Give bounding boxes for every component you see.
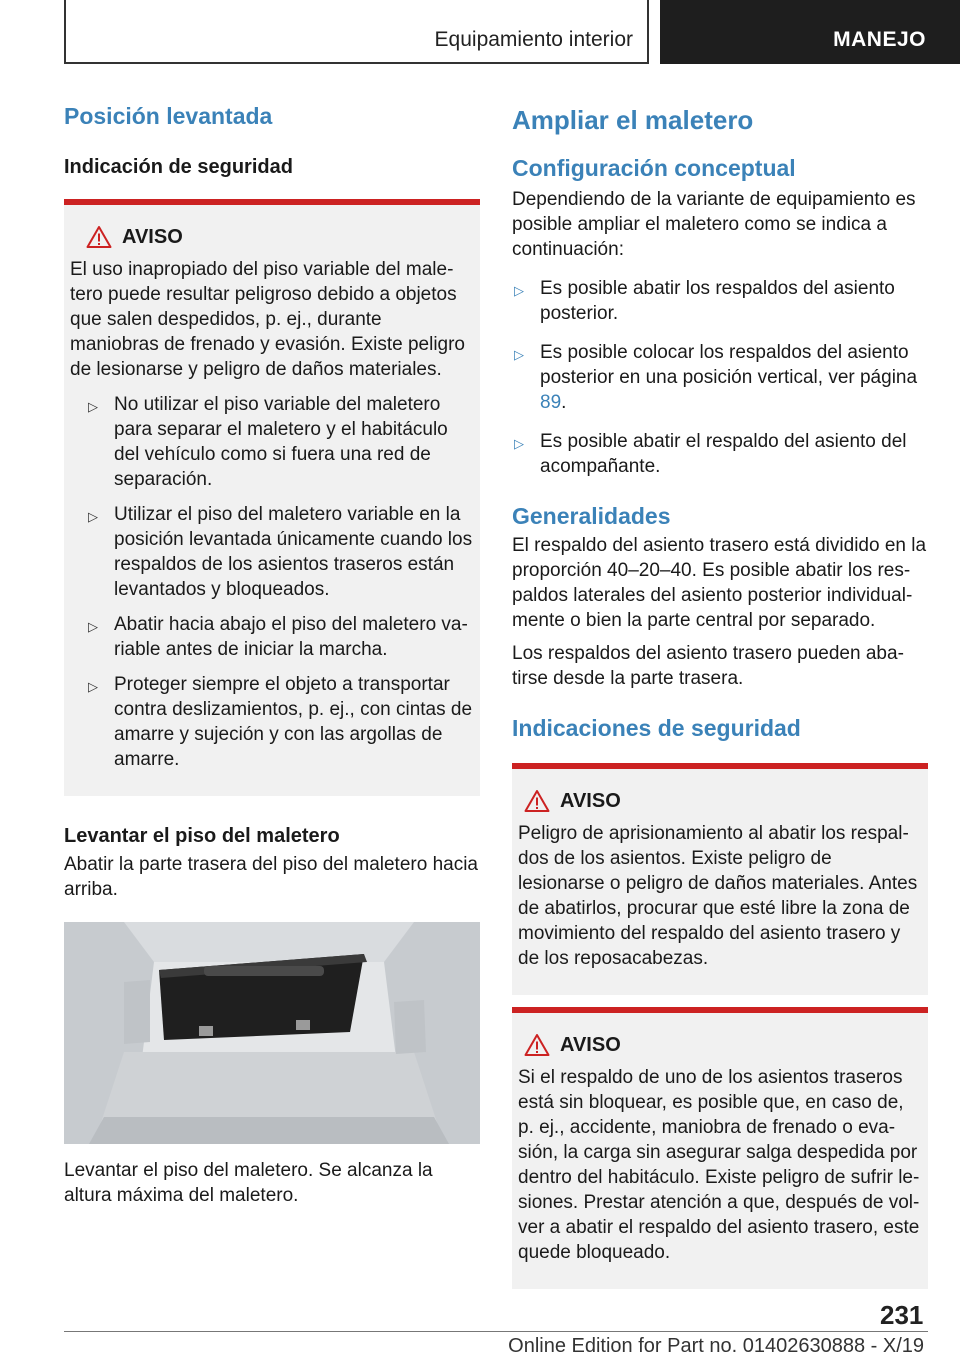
list-item: ▷ Es posible abatir el respaldo del asiento del acompañante. [514,431,907,477]
enlarge-options-list [512,276,928,479]
warning-label: AVISO [560,789,621,812]
triangle-bullet-icon: ▷ [88,679,98,694]
warning-box-right-1 [512,763,928,995]
trunk-floor-drawing [64,922,480,1144]
raise-floor-text: Abatir la parte trasera del piso del maletero hacia arriba. [64,854,479,900]
warning-header [86,225,474,249]
warning-list [86,392,474,772]
left-column [64,95,480,1208]
general-text-2: Los respaldos del asiento trasero pueden abatirse desde la parte trasera. [512,643,904,689]
warning-text: El uso inapropiado del piso variable del maletero puede resultar peligroso debido a objetos que salen despedidos, p. ej., durante maniobras de frenado y evasión. Existe peligro de lesionarse y peligro de daños materiales. [70,259,466,380]
safety-note-heading: Indicación de seguridad [64,156,293,178]
triangle-bullet-icon: ▷ [88,619,98,634]
enlarge-trunk-heading: Ampliar el maletero [512,105,754,135]
warning-label: AVISO [560,1033,621,1056]
warning-header [524,789,922,813]
page-number: 231 [880,1300,924,1330]
warning-triangle-icon [524,789,550,813]
warning-triangle-icon [86,225,112,249]
warning-triangle-icon [524,1033,550,1057]
warning-text: Peligro de aprisionamiento al abatir los respaldos de los asientos. Existe peligro de lesionarse o peligro de daños materiales. Antes de abatirlos, procurar que esté libre la zona de movimiento del respaldo del asiento trasero y de los reposacabezas. [518,823,918,969]
warning-text: Si el respaldo de uno de los asientos traseros está sin bloquear, es posible que, en caso de, p. ej., accidente, maniobra de frenado o evasión, la carga sin asegurar salga despedida por dentro del habitáculo. Existe peligro de sufrir lesiones. Prestar atención a que, después de volver a abatir el respaldo del asiento trasero, este quede bloqueado. [518,1067,920,1263]
list-item: ▷ Proteger siempre el objeto a transportar contra deslizamientos, p. ej., con cintas de amarre y sujeción y con las argollas de amarre. [88,674,473,770]
right-column [512,95,928,1289]
triangle-bullet-icon: ▷ [88,399,98,414]
warning-label: AVISO [122,225,183,248]
general-text-1: El respaldo del asiento trasero está dividido en la proporción 40–20–40. Es posible abatir los respaldos laterales del asiento posterior individualmente o bien la parte central por separado. [512,535,927,631]
warning-box-left [64,199,480,796]
raise-floor-heading: Levantar el piso del maletero [64,825,340,847]
list-item: ▷ Abatir hacia abajo el piso del maletero variable antes de iniciar la marcha. [88,614,468,660]
header-frame [64,0,649,64]
general-heading: Generalidades [512,503,671,529]
warning-box-right-2 [512,1007,928,1289]
figure-caption: Levantar el piso del maletero. Se alcanza la altura máxima del maletero. [64,1160,433,1206]
triangle-bullet-icon: ▷ [514,436,524,451]
concept-text: Dependiendo de la variante de equipamiento es posible ampliar el maletero como se indica a continuación: [512,189,916,260]
triangle-bullet-icon: ▷ [514,283,524,298]
list-item: ▷ Utilizar el piso del maletero variable en la posición levantada únicamente cuando los respaldos de los asientos traseros están levantados y bloqueados. [88,504,473,600]
trunk-floor-illustration [64,922,480,1144]
safety-heading: Indicaciones de seguridad [512,715,801,741]
raised-position-heading: Posición levantada [64,103,273,129]
chapter-tab-label: MANEJO [833,28,926,51]
section-title: Equipamiento interior [434,28,633,51]
list-item: ▷ Es posible colocar los respaldos del asiento posterior en una posición vertical, ver página 89. [514,342,918,413]
chapter-tab[interactable] [660,0,960,64]
concept-heading: Configuración conceptual [512,155,796,181]
list-item: ▷ No utilizar el piso variable del maletero para separar el maletero y el habitáculo del vehículo como si fuera una red de separación. [88,394,448,490]
footer-divider [64,1331,928,1332]
triangle-bullet-icon: ▷ [514,347,524,362]
warning-header [524,1033,922,1057]
triangle-bullet-icon: ▷ [88,509,98,524]
edition-footer: Online Edition for Part no. 01402630888 - X/19 [508,1335,924,1357]
page-reference-link[interactable]: 89 [540,392,562,413]
list-item: ▷ Es posible abatir los respaldos del asiento posterior. [514,278,895,324]
